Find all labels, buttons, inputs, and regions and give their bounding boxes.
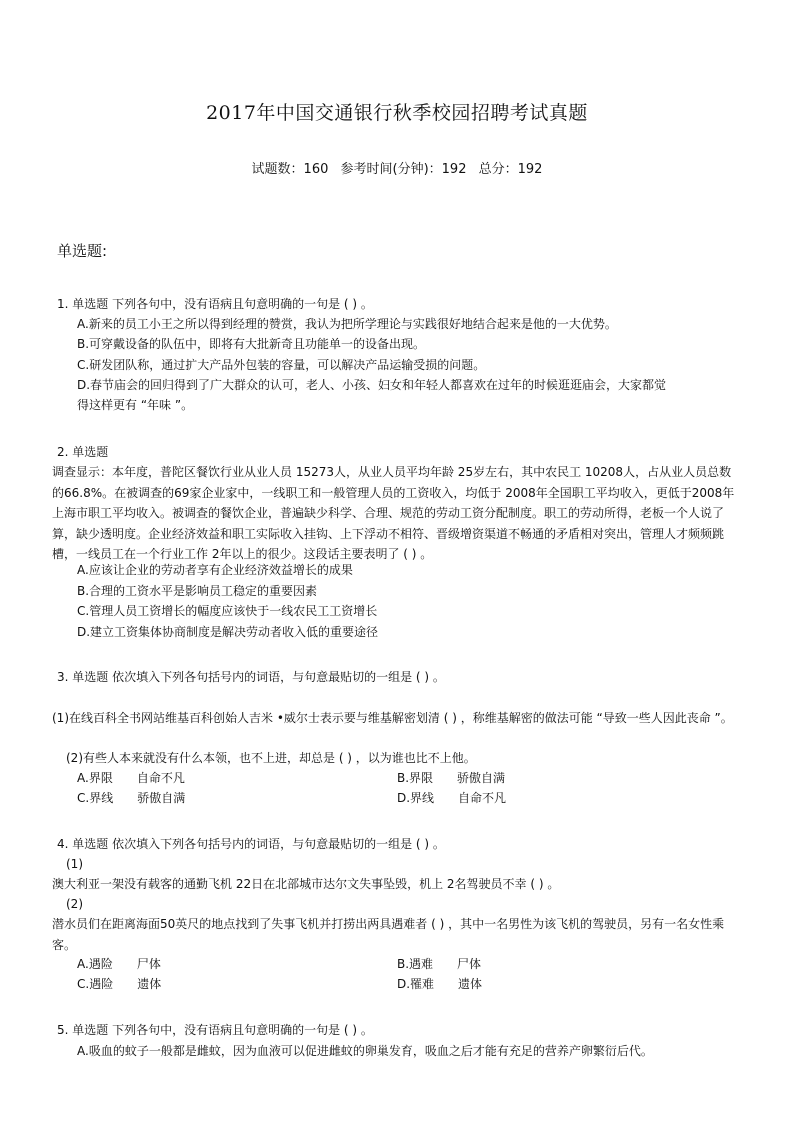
q3-sentence-1: (1)在线百科全书网站维基百科创始人吉米 •威尔士表示要与维基解密划清 ( ) ，称维基解密的做法可能 “导致一些人因此丧命 ”。: [52, 711, 733, 725]
q1-head: 1. 单选题 下列各句中，没有语病且句意明确的一句是 ( ) 。: [57, 297, 373, 311]
q3-sentence-2: (2)有些人本来就没有什么本领，也不上进，却总是 ( ) ，以为谁也比不上他。: [66, 751, 476, 765]
q3-option-c[interactable]: C.界线 骄傲自满: [77, 791, 186, 805]
q3-option-d[interactable]: D.界线 自命不凡: [397, 791, 507, 805]
q3-head: 3. 单选题 依次填入下列各句括号内的词语，与句意最贴切的一组是 ( ) 。: [57, 670, 445, 684]
q3-option-a[interactable]: A.界限 自命不凡: [77, 771, 185, 785]
q2-option-a[interactable]: A.应该让企业的劳动者享有企业经济效益增长的成果: [77, 563, 353, 577]
page-title: 2017年中国交通银行秋季校园招聘考试真题: [206, 102, 588, 124]
q4-label-1: (1): [66, 857, 83, 871]
q2-option-d[interactable]: D.建立工资集体协商制度是解决劳动者收入低的重要途径: [77, 625, 379, 639]
section-title: 单选题:: [57, 242, 108, 260]
q5-head: 5. 单选题 下列各句中，没有语病且句意明确的一句是 ( ) 。: [57, 1023, 373, 1037]
q1-option-a[interactable]: A.新来的员工小王之所以得到经理的赞赏，我认为把所学理论与实践很好地结合起来是他的一大优势。: [77, 317, 617, 331]
total-score: 总分：192: [478, 162, 543, 177]
q2-body: 调查显示：本年度，普陀区餐饮行业从业人员 15273人，从业人员平均年龄 25岁左右，其中农民工 10208人，占从业人员总数的66.8%。在被调查的69家企业家中，一线职工和一般管理人员的工资收入，均低于 2008年全国职工平均收入，更低于2008年上海市职工平均收入。被调查的餐饮企业，普遍缺少科学、合理、规范的劳动工资分配制度。职工的劳动所得，老板一个人说了算，缺少透明度。企业经济效益和职工实际收入挂钩、上下浮动不相符、晋级增资渠道不畅通的矛盾相对突出，管理人才频频跳槽，一线员工在一个行业工作 2年以上的很少。这段话主要表明了 ( ) 。: [52, 465, 735, 561]
q4-option-a[interactable]: A.遇险 尸体: [77, 957, 161, 971]
q2-option-b[interactable]: B.合理的工资水平是影响员工稳定的重要因素: [77, 584, 318, 598]
q1-option-d-cont[interactable]: 得这样更有 “年味 ”。: [77, 398, 194, 412]
q1-option-d[interactable]: D.春节庙会的回归得到了广大群众的认可，老人、小孩、妇女和年轻人都喜欢在过年的时候逛逛庙会，大家都觉: [77, 378, 667, 392]
q4-sentence-1: 澳大利亚一架没有载客的通勤飞机 22日在北部城市达尔文失事坠毁，机上 2名驾驶员不幸 ( ) 。: [52, 877, 560, 891]
q4-sentence-2: 潜水员们在距离海面50英尺的地点找到了失事飞机并打捞出两具遇难者 ( ) ，其中一名男性为该飞机的驾驶员，另有一名女性乘客。: [52, 917, 725, 952]
q1-option-c[interactable]: C.研发团队称，通过扩大产品外包装的容量，可以解决产品运输受损的问题。: [77, 358, 486, 372]
q1-option-b[interactable]: B.可穿戴设备的队伍中，即将有大批新奇且功能单一的设备出现。: [77, 337, 426, 351]
q2-option-c[interactable]: C.管理人员工资增长的幅度应该快于一线农民工工资增长: [77, 604, 378, 618]
q4-head: 4. 单选题 依次填入下列各句括号内的词语，与句意最贴切的一组是 ( ) 。: [57, 837, 445, 851]
reference-time: 参考时间(分钟)：192: [340, 162, 467, 177]
question-count: 试题数：160: [251, 162, 329, 177]
q2-head: 2. 单选题: [57, 445, 109, 459]
q4-option-d[interactable]: D.罹难 遗体: [397, 977, 483, 991]
q5-option-a[interactable]: A.吸血的蚊子一般都是雌蚊，因为血液可以促进雌蚊的卵巢发育，吸血之后才能有充足的营养产卵繁衍后代。: [77, 1044, 653, 1058]
q4-option-c[interactable]: C.遇险 遗体: [77, 977, 162, 991]
q4-option-b[interactable]: B.遇难 尸体: [397, 957, 482, 971]
exam-stats: [0, 158, 794, 177]
q3-option-b[interactable]: B.界限 骄傲自满: [397, 771, 506, 785]
q4-label-2: (2): [66, 897, 83, 911]
